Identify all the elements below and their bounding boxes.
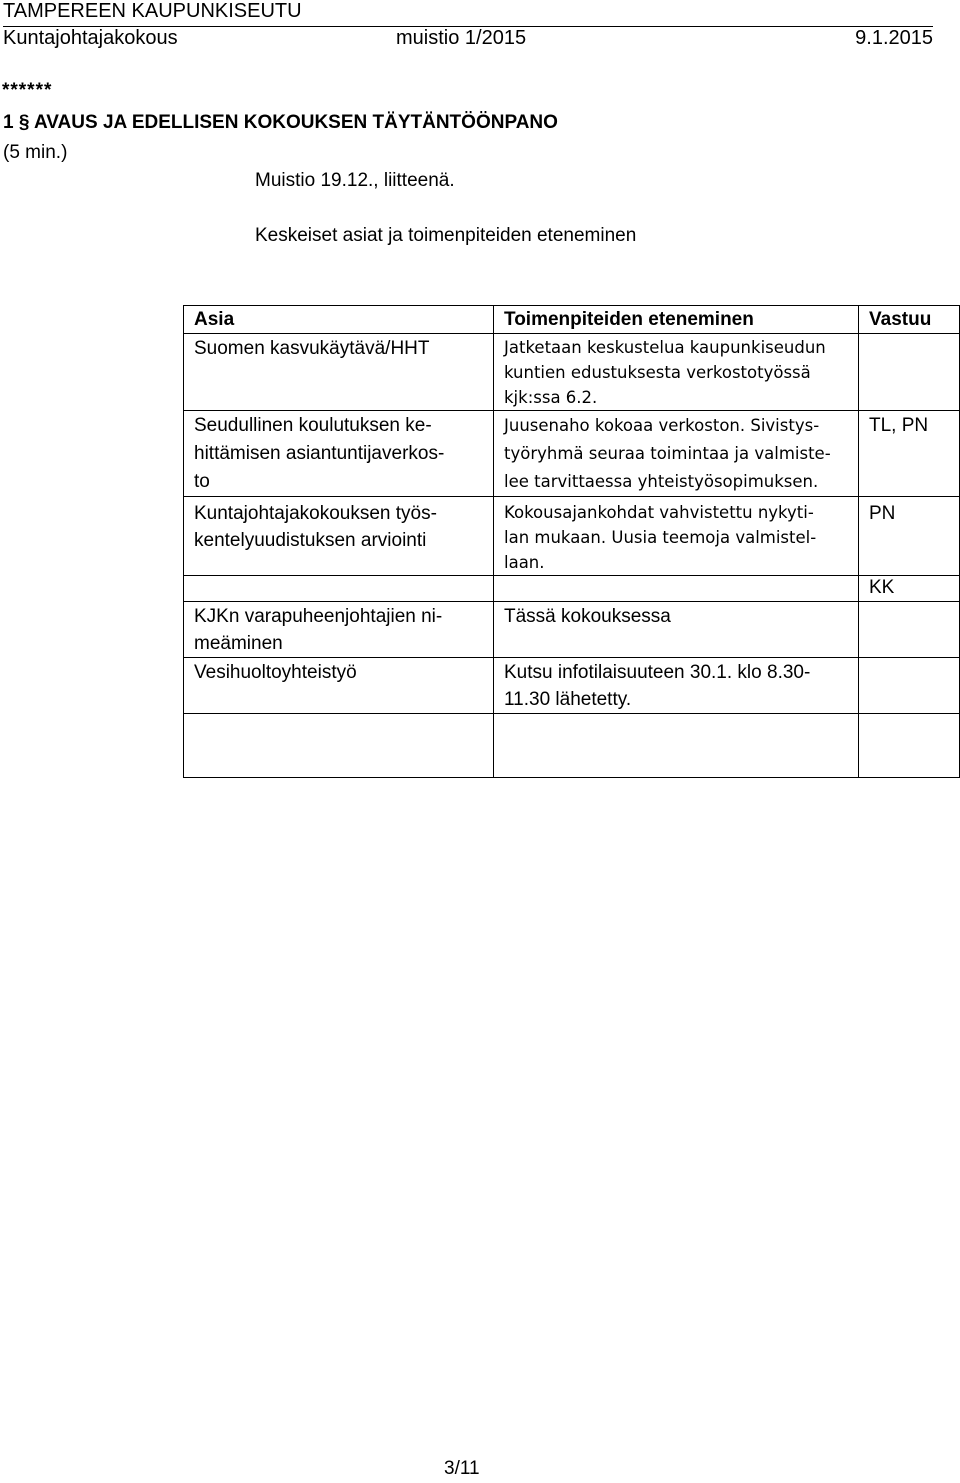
cell-vastuu: KK — [859, 576, 960, 602]
cell-asia: Vesihuoltoyhteistyö — [184, 658, 494, 714]
organization-name: TAMPEREEN KAUPUNKISEUTU — [3, 0, 302, 22]
header-row — [3, 26, 933, 49]
cell-toimenpide: Jatketaan keskustelua kaupunkiseudun kuntien edustuksesta verkostotyössä kjk:ssa 6.2. — [494, 334, 859, 411]
header-asia: Asia — [184, 306, 494, 334]
cell-vastuu: PN — [859, 497, 960, 576]
section-title: 1 § AVAUS JA EDELLISEN KOKOUKSEN TÄYTÄNTÖÖNPANO — [3, 112, 558, 133]
cell-toimenpide — [494, 576, 859, 602]
table-row — [184, 576, 960, 602]
cell-toimenpide: Kutsu infotilaisuuteen 30.1. klo 8.30- 11.30 lähetetty. — [494, 658, 859, 714]
cell-toimenpide — [494, 714, 859, 778]
cell-vastuu: TL, PN — [859, 411, 960, 497]
cell-asia: KJKn varapuheenjohtajien ni- meäminen — [184, 602, 494, 658]
cell-asia — [184, 714, 494, 778]
page-number: 3/11 — [444, 1458, 480, 1479]
cell-asia: Suomen kasvukäytävä/HHT — [184, 334, 494, 411]
cell-toimenpide: Tässä kokouksessa — [494, 602, 859, 658]
cell-asia: Seudullinen koulutuksen ke- hittämisen asiantuntijaverkos- to — [184, 411, 494, 497]
cell-toimenpide: Juusenaho kokoaa verkoston. Sivistys- työryhmä seuraa toimintaa ja valmiste- lee tarvittaessa yhteistyösopimuksen. — [494, 411, 859, 497]
table-row — [184, 658, 960, 714]
cell-vastuu — [859, 714, 960, 778]
header-vastuu: Vastuu — [859, 306, 960, 334]
cell-asia: Kuntajohtajakokouksen työs- kentelyuudistuksen arviointi — [184, 497, 494, 576]
cell-vastuu — [859, 658, 960, 714]
table-row — [184, 714, 960, 778]
cell-asia — [184, 576, 494, 602]
cell-vastuu — [859, 334, 960, 411]
header-toimenpiteet: Toimenpiteiden eteneminen — [494, 306, 859, 334]
table-row — [184, 334, 960, 411]
table-row — [184, 602, 960, 658]
memo-date: 9.1.2015 — [855, 27, 933, 49]
key-issues-heading: Keskeiset asiat ja toimenpiteiden eteneminen — [255, 225, 637, 246]
table-header-row — [184, 306, 960, 334]
meeting-title: Kuntajohtajakokous — [3, 27, 178, 49]
table-row — [184, 497, 960, 576]
cell-vastuu — [859, 602, 960, 658]
section-separator: ****** — [2, 80, 53, 101]
memo-number: muistio 1/2015 — [396, 27, 527, 49]
section-duration: (5 min.) — [3, 142, 68, 163]
memo-attachment-note: Muistio 19.12., liitteenä. — [255, 170, 455, 191]
action-items-table — [183, 305, 960, 778]
cell-toimenpide: Kokousajankohdat vahvistettu nykyti- lan mukaan. Uusia teemoja valmistel- laan. — [494, 497, 859, 576]
table-row — [184, 411, 960, 497]
